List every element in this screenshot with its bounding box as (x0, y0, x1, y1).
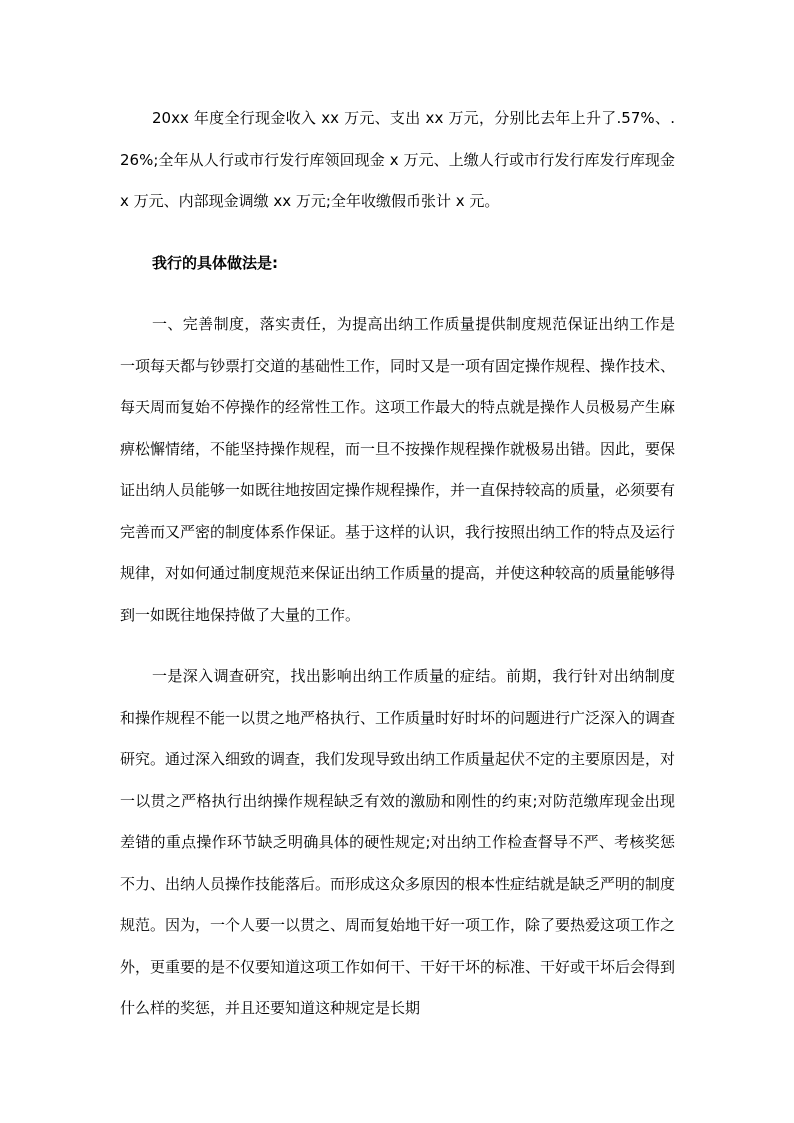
paragraph-point-one: 一是深入调查研究，找出影响出纳工作质量的症结。前期，我行针对出纳制度和操作规程不能一以贯之地严格执行、工作质量时好时坏的问题进行广泛深入的调查研究。通过深入细致的调查，我们发现导致出纳工作质量起伏不定的主要原因是，对一以贯之严格执行出纳操作规程缺乏有效的激励和刚性的约束;对防范缴库现金出现差错的重点操作环节缺乏明确具体的硬性规定;对出纳工作检查督导不严、考核奖惩不力、出纳人员操作技能落后。而形成这众多原因的根本性症结就是缺乏严明的制度规范。因为，一个人要一以贯之、周而复始地干好一项工作，除了要热爱这项工作之外，更重要的是不仅要知道这项工作如何干、干好干坏的标准、干好或干坏后会得到什么样的奖惩，并且还要知道这种规定是长期 (120, 667, 676, 1017)
section-heading: 我行的具体做法是: (152, 253, 278, 272)
paragraph-summary: 20xx 年度全行现金收入 xx 万元、支出 xx 万元，分别比去年上升了.57%、.26%;全年从人行或市行发行库领回现金 x 万元、上缴人行或市行发行库发行库现金 x 万元、内部现金调缴 xx 万元;全年收缴假币张计 x 元。 (120, 109, 675, 210)
paragraph-section-one: 一、完善制度，落实责任，为提高出纳工作质量提供制度规范保证出纳工作是一项每天都与钞票打交道的基础性工作，同时又是一项有固定操作规程、操作技术、每天周而复始不停操作的经常性工作。这项工作最大的特点就是操作人员极易产生麻痹松懈情绪，不能坚持操作规程，而一旦不按操作规程操作就极易出错。因此，要保证出纳人员能够一如既往地按固定操作规程操作，并一直保持较高的质量，必须要有完善而又严密的制度体系作保证。基于这样的认识，我行按照出纳工作的特点及运行规律，对如何通过制度规范来保证出纳工作质量的提高，并使这种较高的质量能够得到一如既往地保持做了大量的工作。 (120, 315, 676, 624)
document-body (120, 98, 675, 1030)
